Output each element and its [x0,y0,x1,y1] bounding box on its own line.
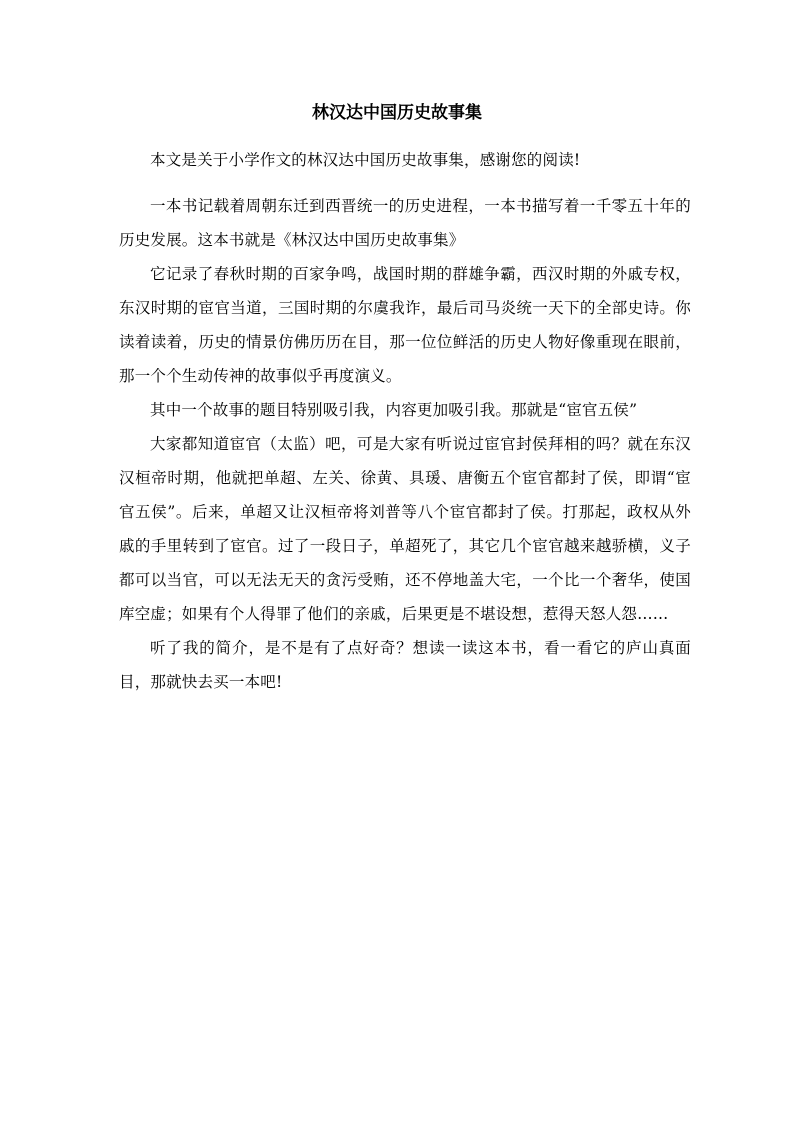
body-paragraph: 其中一个故事的题目特别吸引我，内容更加吸引我。那就是“宦官五侯” [150,401,638,419]
body-paragraph: 它记录了春秋时期的百家争鸣，战国时期的群雄争霸，西汉时期的外戚专权，东汉时期的宦官当道，三国时期的尔虞我诈，最后司马炎统一天下的全部史诗。你读着读着，历史的情景仿佛历历在目，那一位位鲜活的历史人物好像重现在眼前，那一个个生动传神的故事似乎再度演义。 [119,265,691,385]
body-paragraph: 大家都知道宦官（太监）吧，可是大家有听说过宦官封侯拜相的吗？就在东汉汉桓帝时期，他就把单超、左关、徐黄、具瑗、唐衡五个宦官都封了侯，即谓“宦官五侯”。后来，单超又让汉桓帝将刘普等八个宦官都封了侯。打那起，政权从外戚的手里转到了宦官。过了一段日子，单超死了，其它几个宦官越来越骄横，义子都可以当官，可以无法无天的贪污受贿，还不停地盖大宅，一个比一个奢华，使国库空虚；如果有个人得罪了他们的亲戚，后果更是不堪设想，惹得天怒人怨…… [119,435,691,623]
document-body [119,143,691,699]
document-title: 林汉达中国历史故事集 [312,103,482,123]
body-paragraph: 听了我的简介，是不是有了点好奇？想读一读这本书，看一看它的庐山真面目，那就快去买一本吧! [119,639,691,691]
body-paragraph: 一本书记载着周朝东迁到西晋统一的历史进程，一本书描写着一千零五十年的历史发展。这本书就是《林汉达中国历史故事集》 [119,197,691,249]
intro-paragraph: 本文是关于小学作文的林汉达中国历史故事集，感谢您的阅读! [150,151,581,169]
